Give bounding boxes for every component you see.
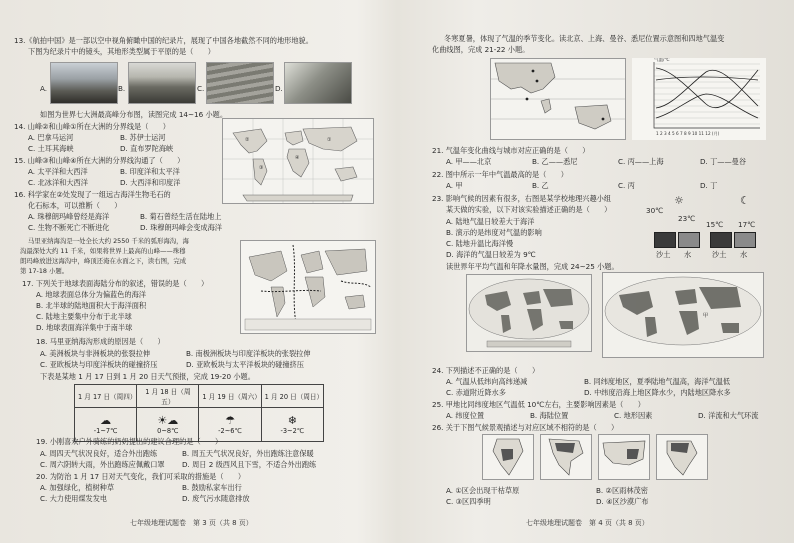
q21-b: B. 乙——悉尼 [532, 157, 578, 166]
chart-xlabel: 1 2 3 4 5 6 7 8 9 10 11 12 (月) [656, 131, 720, 136]
moon-icon: ☾ [740, 194, 750, 207]
intro-21-22-l2: 化曲线图，完成 21-22 小题。 [432, 45, 530, 54]
q23-a: A. 陆地气温日较差大于海洋 [446, 217, 535, 226]
temp-label: 23℃ [678, 214, 696, 223]
q16-stem2: 化石标本，可以推断（ ） [28, 201, 122, 210]
q15-d: D. 大西洋和印度洋 [120, 178, 181, 187]
q22-d: D. 丁 [700, 181, 718, 190]
q19-b: B. 周五天气状况良好，外出跑练注意保暖 [182, 449, 314, 458]
svg-text:①: ① [327, 137, 332, 143]
page-footer-right: 七年级地理试题卷 第 4 页（共 8 页） [526, 519, 649, 527]
q13-opt-a: A. [40, 84, 48, 93]
q23-d: D. 海洋的气温日较差为 9℃ [446, 250, 536, 259]
q25-b: B. 海陆位置 [530, 411, 569, 420]
q13-opt-d: D. [275, 84, 283, 93]
weather-temp: -3~2℃ [280, 427, 305, 435]
q18-a: A. 美洲板块与非洲板块的张裂拉伸 [40, 349, 150, 358]
q17-d: D. 地球表面海洋集中于南半球 [36, 323, 133, 332]
q26-c: C. ③区四季明 [446, 497, 491, 506]
world-peaks-map [222, 118, 374, 204]
q16-stem: 16. 科学家在②处发现了一组远古海洋生物毛石的 [14, 190, 171, 199]
q22-b: B. 乙 [532, 181, 549, 190]
temp-label: 15℃ [706, 220, 724, 229]
q20-d: D. 废气污水随意排放 [182, 494, 250, 503]
city-location-map [490, 58, 626, 140]
q14-d: D. 直布罗陀海峡 [120, 144, 174, 153]
q17-a: A. 地球表面总体分为偏蓝色的海洋 [36, 290, 146, 299]
svg-text:②: ② [245, 137, 250, 143]
intro-24-25: 读世界年平均气温和年降水量图，完成 24~25 小题。 [446, 262, 619, 271]
q25-d: D. 洋流和大气环流 [698, 411, 759, 420]
weather-temp: 0~8℃ [157, 427, 179, 435]
q26-a: A. ①区会出现干枯草原 [446, 486, 520, 495]
q15-a: A. 太平洋和大西洋 [28, 167, 88, 176]
region-map-3 [598, 434, 650, 480]
q14-b: B. 苏伊士运河 [120, 133, 166, 142]
temperature-curve-chart [632, 58, 766, 140]
q20-c: C. 大力使用煤发发电 [40, 494, 108, 503]
snow-icon: ❄ [287, 414, 297, 427]
weather-day: 1 月 17 日（周四） [75, 385, 137, 408]
q21-d: D. 丁——曼谷 [700, 157, 747, 166]
q25-a: A. 纬度位置 [446, 411, 485, 420]
rain-icon: ☂ [225, 414, 235, 427]
q26-b: B. ②区雨林茂密 [596, 486, 648, 495]
intro-21-22-l1: 冬寒夏暑，体现了气温的季节变化。读北京、上海、曼谷、悉尼位置示意图和四地气温变 [444, 34, 725, 43]
q25-c: C. 地形因素 [614, 411, 653, 420]
weather-day: 1 月 18 日（周五） [137, 385, 199, 408]
chart-ylabel: 气温/℃ [654, 58, 670, 63]
intro-17-18-l2: 沟最深处大约 11 千米，如果将世界上最高的山峰——珠穆 [20, 247, 186, 255]
container-label: 沙土 [656, 250, 671, 259]
intro-17-18-l4: 第 17-18 小题。 [20, 267, 69, 275]
svg-text:④: ④ [295, 155, 300, 161]
q26-d: D. ④区沙漠广布 [596, 497, 649, 506]
region-map-2 [540, 434, 592, 480]
q23-b: B. 演示的是纬度对气温的影响 [446, 228, 542, 237]
q20-b: B. 鼓励私家车出行 [182, 483, 242, 492]
weather-temp: -1~7℃ [93, 427, 118, 435]
photo-d [284, 62, 352, 104]
q14-stem: 14. 山峰②和山峰①所在大洲的分界线是（ ） [14, 122, 170, 131]
q17-c: C. 陆地主要集中分布于北半球 [36, 312, 132, 321]
sun-cloud-icon: ☀☁ [157, 414, 179, 427]
temp-label: 30℃ [646, 206, 664, 215]
q15-stem: 15. 山峰③和山峰④所在大洲的分界线沟通了（ ） [14, 156, 185, 165]
q25-stem: 25. 甲地比同纬度地区气温低 10℃左右，主要影响因素是（ ） [432, 400, 645, 409]
q13-stem: 13.《航拍中国》是一部以空中视角俯瞰中国的纪录片，展现了中国各地截然不同的地形地貌。 [14, 36, 313, 45]
q21-stem: 21. 气温年变化曲线与城市对应正确的是（ ） [432, 146, 590, 155]
q16-a: A. 珠穆朗玛峰曾经是海洋 [28, 212, 110, 221]
intro-14-16: 如图为世界七大洲最高峰分布图，读图完成 14~16 小题。 [40, 110, 228, 119]
intro-17-18-l1: 马里亚纳海沟是一处全长大约 2550 千米的弧形海沟，海 [28, 237, 189, 245]
experiment-figure [644, 194, 764, 264]
q14-a: A. 巴拿马运河 [28, 133, 74, 142]
weather-day: 1 月 20 日（周日） [261, 385, 323, 408]
right-page [400, 0, 794, 543]
water-container [734, 232, 756, 248]
region-map-4 [656, 434, 708, 480]
q19-a: A. 周四天气状况良好，适合外出跑练 [40, 449, 158, 458]
sun-icon: ☼ [674, 194, 684, 207]
q18-d: D. 亚欧板块与太平洋板块的碰撞挤压 [186, 360, 304, 369]
q22-c: C. 丙 [618, 181, 635, 190]
q23-stem2: 某天做的实验，以下对该实验描述正确的是（ ） [446, 205, 612, 214]
q24-c: C. 赤道附近降水多 [446, 388, 506, 397]
plate-map [240, 240, 376, 334]
q13-stem2: 下图为纪录片中的镜头，其地形类型属于平原的是（ ） [28, 47, 215, 56]
q22-stem: 22. 图中所示一年中气温最高的是（ ） [432, 170, 568, 179]
q19-d: D. 周日 2 级西风且下雪，不适合外出跑练 [182, 460, 317, 469]
weather-day: 1 月 19 日（周六） [199, 385, 261, 408]
world-temperature-map [466, 274, 592, 352]
q18-c: C. 亚欧板块与印度洋板块的碰撞挤压 [40, 360, 158, 369]
region-map-1 [482, 434, 534, 480]
cloudy-icon: ☁ [100, 414, 112, 427]
photo-b [128, 62, 196, 104]
q18-stem: 18. 马里亚纳海沟形成的原因是（ ） [36, 337, 165, 346]
q15-b: B. 印度洋和太平洋 [120, 167, 180, 176]
q23-c: C. 陆地升温比海洋慢 [446, 239, 514, 248]
q16-c: C. 生物不断死亡不断进化 [28, 223, 110, 232]
q22-a: A. 甲 [446, 181, 463, 190]
q20-a: A. 加强绿化，植树种草 [40, 483, 115, 492]
q21-c: C. 丙——上海 [618, 157, 664, 166]
water-container [678, 232, 700, 248]
q17-stem: 17. 下列关于地球表面海陆分布的叙述，错误的是（ ） [22, 279, 209, 288]
q16-b: B. 菊石曾经生活在陆地上 [140, 212, 222, 221]
q24-a: A. 气温从低纬向高纬递减 [446, 377, 528, 386]
intro-19-20: 下表是某地 1 月 17 日到 1 月 20 日天气预报，完成 19-20 小题。 [40, 372, 255, 381]
q20-stem: 20. 为防治 1 月 17 日对天气变化，我们可采取的措施是（ ） [36, 472, 246, 481]
world-precipitation-map [602, 272, 764, 358]
temp-label: 17℃ [738, 220, 756, 229]
q23-stem: 23. 影响气候的因素有很多，右图是某学校地理兴趣小组 [432, 194, 612, 203]
weather-temp: -2~6℃ [218, 427, 242, 435]
q15-c: C. 北冰洋和大西洋 [28, 178, 88, 187]
page-footer-left: 七年级地理试题卷 第 3 页（共 8 页） [130, 519, 253, 527]
q24-b: B. 同纬度地区，夏季陆地气温高，海洋气温低 [584, 377, 731, 386]
q26-stem: 26. 关于下图气候景观描述与对应区域不相符的是（ ） [432, 423, 619, 432]
weather-table [74, 384, 324, 442]
q16-d: D. 珠穆朗玛峰会变成海洋 [140, 223, 222, 232]
q21-a: A. 甲——北京 [446, 157, 492, 166]
photo-c [206, 62, 274, 104]
sand-container [710, 232, 732, 248]
q13-opt-c: C. [197, 84, 205, 93]
svg-text:甲: 甲 [703, 313, 709, 319]
container-label: 沙土 [712, 250, 727, 259]
container-label: 水 [740, 250, 748, 259]
svg-text:③: ③ [259, 165, 264, 171]
photo-a [50, 62, 118, 104]
q17-b: B. 北半球的陆地面积大于海洋面积 [36, 301, 147, 310]
sand-container [654, 232, 676, 248]
q13-opt-b: B. [118, 84, 126, 93]
container-label: 水 [684, 250, 692, 259]
q18-b: B. 南极洲板块与印度洋板块的张裂拉伸 [186, 349, 311, 358]
intro-17-18-l3: 朗玛峰放进这海沟中，峰顶还淹在水面之下，读右图，完成 [20, 257, 187, 265]
q19-stem: 19. 小刚喜欢户外骑练的奶奶提出的建议合理的是（ ） [36, 437, 223, 446]
q24-d: D. 中纬度沿海上地区降水少，内陆地区降水多 [584, 388, 731, 397]
q19-c: C. 周六阴转大雨，外出跑练应佩戴口罩 [40, 460, 165, 469]
q24-stem: 24. 下列描述不正确的是（ ） [432, 366, 540, 375]
q14-c: C. 土耳其海峡 [28, 144, 74, 153]
